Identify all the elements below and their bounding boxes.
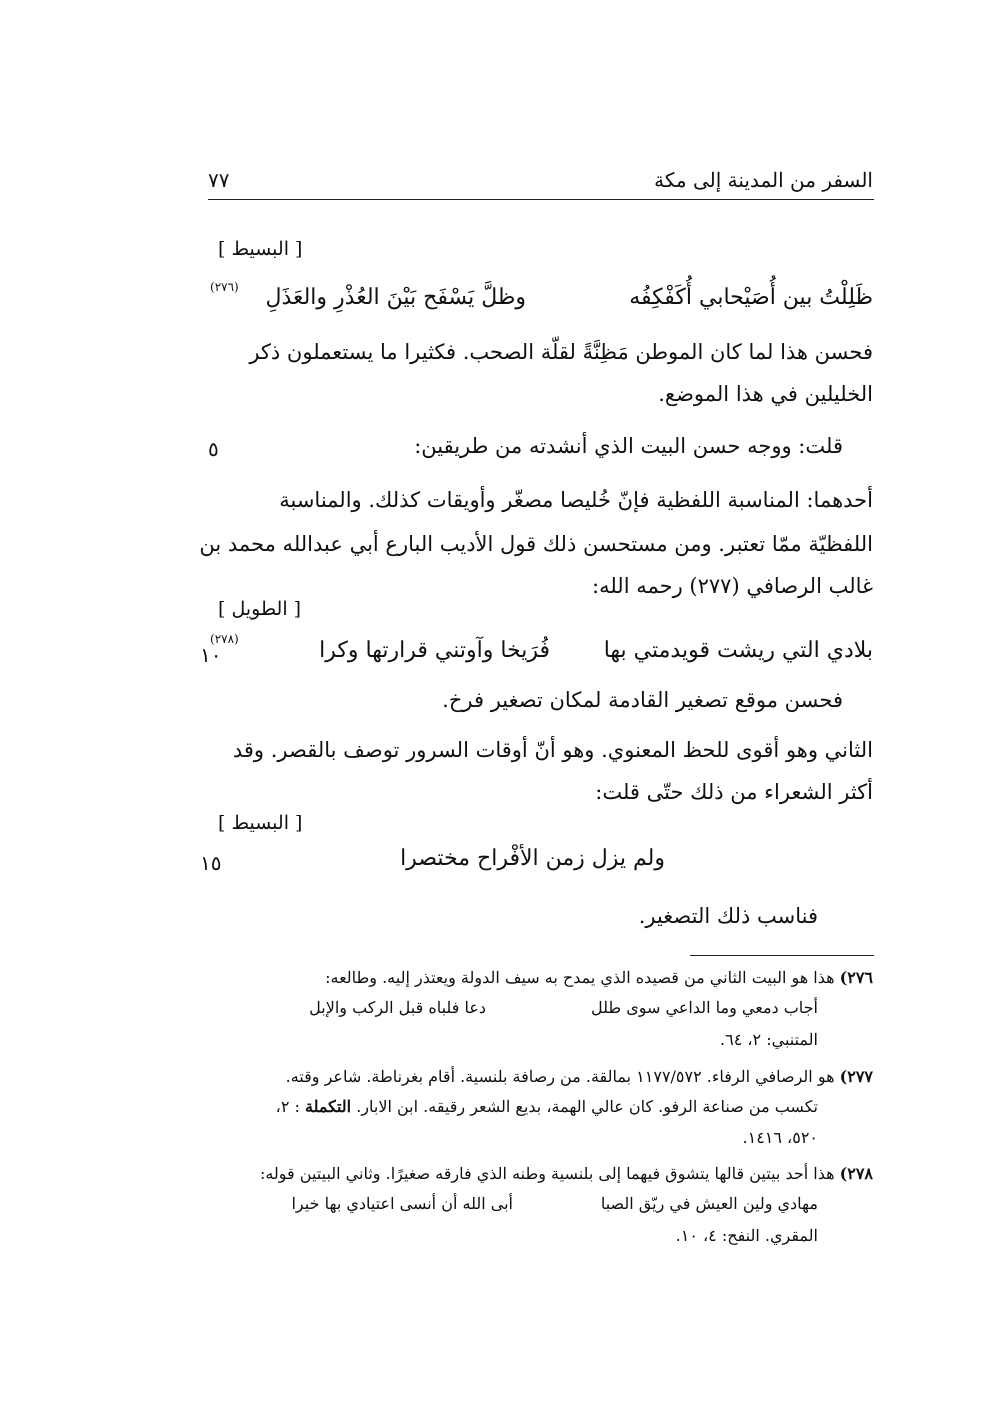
header-rule bbox=[208, 199, 874, 200]
body-line: الثاني وهو أقوى للحظ المعنوي. وهو أنّ أوقات السرور توصف بالقصر. وقد bbox=[232, 738, 873, 762]
meter-label: [ البسيط ] bbox=[218, 812, 303, 834]
footnote-text: تكسب من صناعة الرفو. كان عالي الهمة، بديع الشعر رقيقه. ابن الابار. bbox=[356, 1097, 818, 1116]
footnote-rule bbox=[690, 955, 874, 956]
body-line: فحسن موقع تصغير القادمة لمكان تصغير فرخ. bbox=[442, 688, 843, 712]
line-number: ١٥ bbox=[200, 851, 222, 875]
footnote-verse-second: أبى الله أن أنسى اعتيادي بها خيرا bbox=[291, 1194, 513, 1213]
footnote-text: هذا هو البيت الثاني من قصيده الذي يمدح به سيف الدولة ويعتذر إليه. وطالعه: bbox=[325, 968, 835, 987]
footnote-text-line bbox=[276, 1097, 818, 1116]
verse-hemistich-second: فُرَيخا وآوتني قرارتها وكرا bbox=[319, 638, 550, 663]
footnote-text: المتنبي: ٢، ٦٤. bbox=[720, 1030, 818, 1049]
meter-label: [ البسيط ] bbox=[218, 238, 303, 260]
line-number: ١٠ bbox=[200, 643, 222, 667]
verse-hemistich-second: وظلَّ يَسْفَح بَيْنَ العُذْرِ والعَذَلِ bbox=[265, 285, 526, 310]
line-number: ٥ bbox=[208, 437, 219, 461]
verse-hemistich-first: ظَلِلْتُ بين أُصَيْحابي أُكَفْكِفُه bbox=[629, 285, 873, 310]
footnote-verse-second: دعا فلباه قبل الركب والإبل bbox=[309, 998, 486, 1017]
footnote-ref: (٢٧٦) bbox=[210, 280, 239, 294]
page-number: ٧٧ bbox=[208, 168, 230, 192]
body-line: قلت: ووجه حسن البيت الذي أنشدته من طريقين: bbox=[414, 434, 843, 458]
body-line: اللفظيّة ممّا تعتبر. ومن مستحسن ذلك قول الأديب البارع أبي عبدالله محمد بن bbox=[199, 532, 873, 556]
body-line: فناسب ذلك التصغير. bbox=[638, 904, 818, 928]
footnote-text: هو الرصافي الرفاء. ١١٧٧/٥٧٢ بمالقة. من رصافة بلنسية. أقام بغرناطة. شاعر وقته. bbox=[285, 1067, 835, 1086]
footnote-number: ٢٧٨) bbox=[839, 1164, 873, 1183]
footnote-verse-first: مهادي ولين العيش في ريّق الصبا bbox=[600, 1194, 818, 1213]
footnote-ref: (٢٧٨) bbox=[210, 632, 239, 646]
footnote-ref-title: التكملة bbox=[304, 1097, 352, 1116]
verse-hemistich-first: بلادي التي ريشت قويدمتي بها bbox=[603, 638, 873, 663]
body-line: الخليلين في هذا الموضع. bbox=[658, 382, 873, 406]
footnote-text: ٥٢٠، ١٤١٦. bbox=[742, 1128, 818, 1147]
footnote-276 bbox=[325, 968, 873, 987]
footnote-277 bbox=[286, 1067, 873, 1086]
footnote-ref-page: : ٢، bbox=[275, 1097, 300, 1116]
footnote-verse-first: أجاب دمعي وما الداعي سوى طلل bbox=[590, 998, 818, 1017]
body-line: أحدهما: المناسبة اللفظية فإنّ خُليصا مصغّر وأويقات كذلك. والمناسبة bbox=[279, 488, 873, 512]
footnote-number: ٢٧٦) bbox=[839, 968, 873, 987]
body-line: أكثر الشعراء من ذلك حتّى قلت: bbox=[595, 780, 873, 804]
footnote-text: المقري. النفح: ٤، ١٠. bbox=[675, 1226, 818, 1245]
meter-label: [ الطويل ] bbox=[218, 598, 302, 620]
body-line: غالب الرصافي (٢٧٧) رحمه الله: bbox=[592, 574, 873, 598]
body-line: فحسن هذا لما كان الموطن مَظِنَّةً لقلّة الصحب. فكثيرا ما يستعملون ذكر bbox=[249, 340, 873, 364]
footnote-text: هذا أحد بيتين قالها يتشوق فيهما إلى بلنسية وطنه الذي فارقه صغيرًا. وثاني البيتين قوله: bbox=[259, 1164, 835, 1183]
verse-hemistich-second: ولم يزل زمن الأفْراح مختصرا bbox=[400, 846, 665, 871]
footnote-278 bbox=[260, 1164, 873, 1183]
running-header-title: السفر من المدينة إلى مكة bbox=[654, 168, 873, 192]
footnote-number: ٢٧٧) bbox=[839, 1067, 873, 1086]
